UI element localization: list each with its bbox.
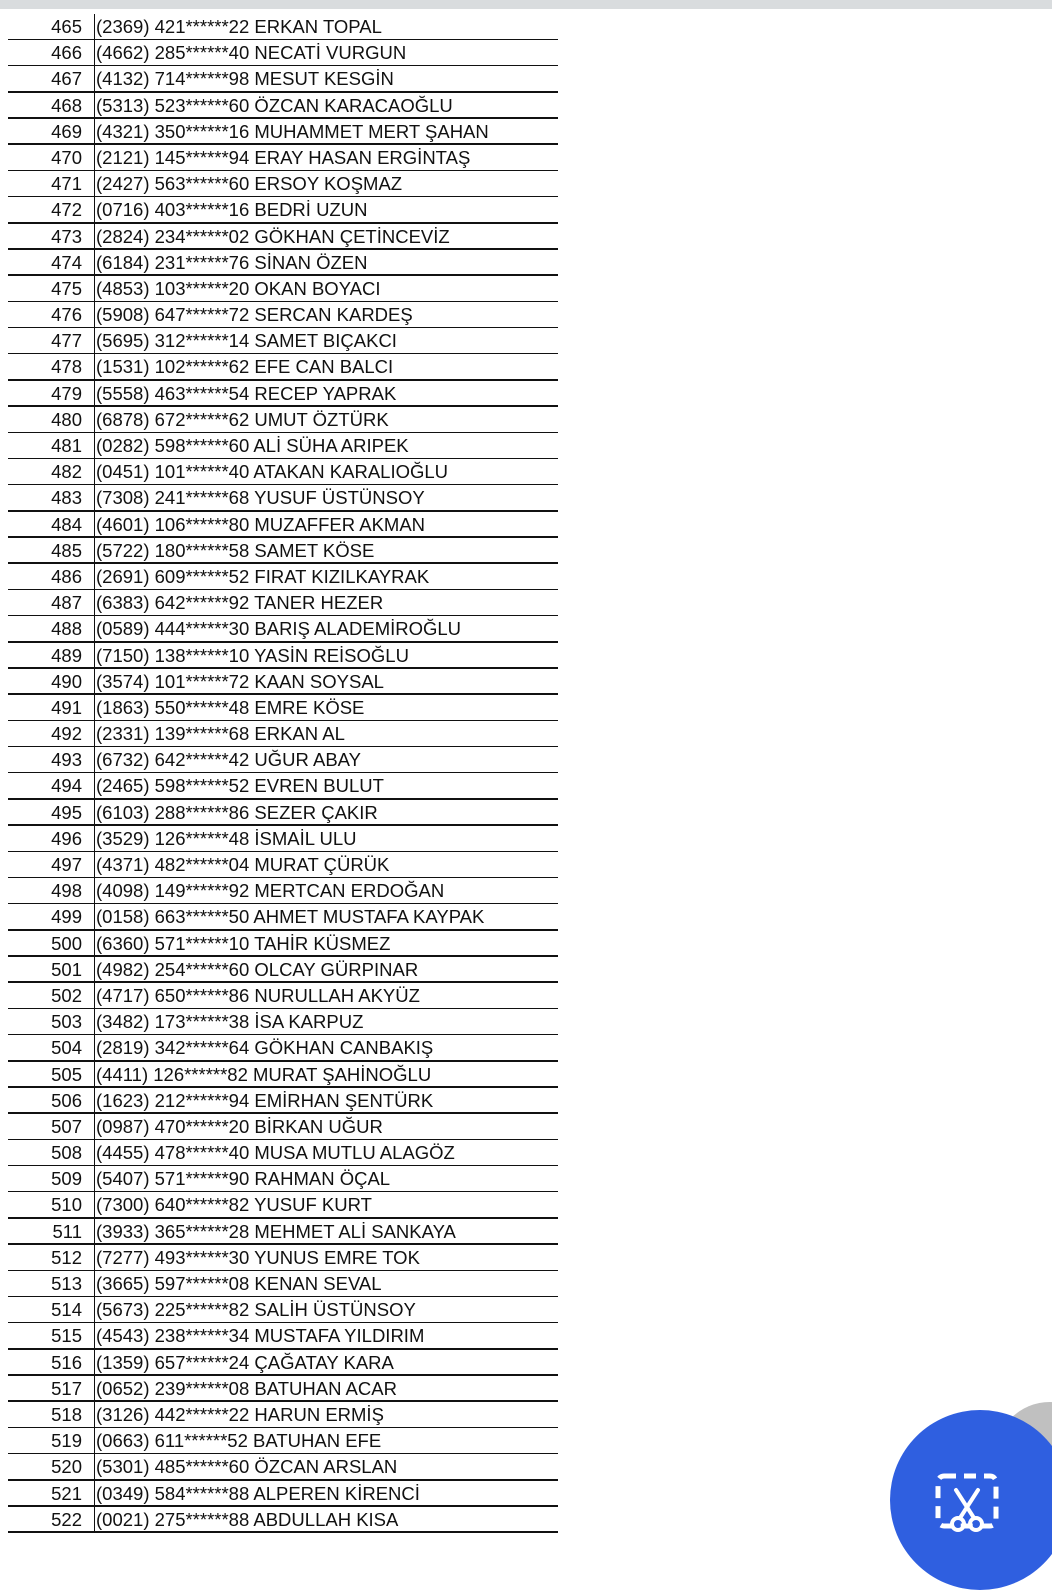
row-number: 502	[51, 984, 82, 1006]
row-record: (4543) 238******34 MUSTAFA YILDIRIM	[96, 1325, 425, 1347]
row-number: 480	[51, 408, 82, 430]
row-record: (2121) 145******94 ERAY HASAN ERGİNTAŞ	[96, 146, 471, 168]
row-number: 510	[51, 1194, 82, 1216]
list-item	[0, 904, 1052, 930]
row-record: (4982) 254******60 OLCAY GÜRPINAR	[96, 958, 419, 980]
row-record: (4321) 350******16 MUHAMMET MERT ŞAHAN	[96, 120, 489, 142]
row-number: 491	[51, 696, 82, 718]
row-number: 488	[51, 618, 82, 640]
column-divider	[94, 1428, 95, 1454]
column-divider	[94, 695, 95, 721]
row-record: (1531) 102******62 EFE CAN BALCI	[96, 356, 394, 378]
row-underline	[8, 1531, 558, 1533]
row-record: (6184) 231******76 SİNAN ÖZEN	[96, 251, 368, 273]
list-item	[0, 931, 1052, 957]
row-number: 506	[51, 1089, 82, 1111]
column-divider	[94, 354, 95, 380]
row-number: 484	[51, 513, 82, 535]
top-status-strip	[0, 0, 1052, 9]
list-item	[0, 800, 1052, 826]
row-record: (0652) 239******08 BATUHAN ACAR	[96, 1377, 397, 1399]
row-record: (0282) 598******60 ALİ SÜHA ARIPEK	[96, 435, 409, 456]
list-item	[0, 197, 1052, 223]
column-divider	[94, 66, 95, 92]
row-record: (4601) 106******80 MUZAFFER AKMAN	[96, 513, 426, 535]
scissors-selection-icon	[934, 1472, 1000, 1536]
column-divider	[94, 1271, 95, 1297]
row-record: (6878) 672******62 UMUT ÖZTÜRK	[96, 408, 389, 430]
row-number: 483	[51, 487, 82, 509]
row-record: (5722) 180******58 SAMET KÖSE	[96, 539, 375, 561]
row-number: 512	[51, 1246, 82, 1268]
row-number: 513	[51, 1273, 82, 1294]
row-record: (3482) 173******38 İSA KARPUZ	[96, 1011, 364, 1033]
row-record: (4371) 482******04 MURAT ÇÜRÜK	[96, 854, 390, 875]
row-number: 466	[51, 42, 82, 64]
row-record: (5313) 523******60 ÖZCAN KARACAOĞLU	[96, 94, 453, 116]
row-number: 478	[51, 356, 82, 378]
column-divider	[94, 1402, 95, 1428]
column-divider	[94, 1481, 95, 1507]
column-divider	[94, 983, 95, 1009]
list-item	[0, 93, 1052, 119]
column-divider	[94, 826, 95, 852]
row-record: (1623) 212******94 EMİRHAN ŞENTÜRK	[96, 1089, 434, 1111]
list-item	[0, 773, 1052, 799]
row-number: 519	[51, 1430, 82, 1452]
list-item	[0, 119, 1052, 145]
list-item	[0, 1245, 1052, 1271]
row-record: (5695) 312******14 SAMET BIÇAKCI	[96, 330, 397, 352]
list-item	[0, 1428, 1052, 1454]
row-record: (1359) 657******24 ÇAĞATAY KARA	[96, 1351, 394, 1373]
column-divider	[94, 852, 95, 878]
row-number: 496	[51, 827, 82, 849]
row-record: (2465) 598******52 EVREN BULUT	[96, 775, 384, 797]
row-record: (4411) 126******82 MURAT ŞAHİNOĞLU	[96, 1063, 432, 1085]
column-divider	[94, 1323, 95, 1349]
row-record: (3126) 442******22 HARUN ERMİŞ	[96, 1403, 384, 1425]
list-item	[0, 1402, 1052, 1428]
column-divider	[94, 747, 95, 773]
row-number: 507	[51, 1115, 82, 1137]
row-record: (7277) 493******30 YUNUS EMRE TOK	[96, 1246, 420, 1268]
list-item	[0, 1062, 1052, 1088]
row-record: (6360) 571******10 TAHİR KÜSMEZ	[96, 932, 391, 954]
row-record: (4098) 149******92 MERTCAN ERDOĞAN	[96, 880, 445, 902]
column-divider	[94, 459, 95, 485]
row-record: (4717) 650******86 NURULLAH AKYÜZ	[96, 984, 420, 1006]
row-number: 486	[51, 565, 82, 587]
row-number: 471	[51, 173, 82, 195]
list-item	[0, 590, 1052, 616]
row-number: 472	[51, 199, 82, 221]
row-number: 489	[51, 644, 82, 666]
row-number: 485	[51, 539, 82, 561]
list-item	[0, 538, 1052, 564]
column-divider	[94, 904, 95, 930]
column-divider	[94, 171, 95, 197]
row-number: 475	[51, 277, 82, 299]
column-divider	[94, 381, 95, 407]
row-record: (5301) 485******60 ÖZCAN ARSLAN	[96, 1456, 398, 1478]
column-divider	[94, 1507, 95, 1533]
row-number: 498	[51, 880, 82, 902]
row-record: (7300) 640******82 YUSUF KURT	[96, 1194, 372, 1216]
row-number: 492	[51, 723, 82, 745]
column-divider	[94, 1219, 95, 1245]
row-record: (0021) 275******88 ABDULLAH KISA	[96, 1508, 399, 1530]
list-item	[0, 1140, 1052, 1166]
row-number: 476	[51, 304, 82, 326]
row-record: (4455) 478******40 MUSA MUTLU ALAGÖZ	[96, 1142, 455, 1164]
column-divider	[94, 957, 95, 983]
row-record: (4853) 103******20 OKAN BOYACI	[96, 277, 381, 299]
row-number: 504	[51, 1037, 82, 1059]
row-number: 500	[51, 932, 82, 954]
list-item	[0, 1219, 1052, 1245]
column-divider	[94, 1376, 95, 1402]
list-item	[0, 957, 1052, 983]
list-item	[0, 250, 1052, 276]
row-record: (7150) 138******10 YASİN REİSOĞLU	[96, 644, 409, 666]
column-divider	[94, 407, 95, 433]
row-number: 509	[51, 1168, 82, 1190]
column-divider	[94, 1035, 95, 1061]
list-item	[0, 878, 1052, 904]
column-divider	[94, 616, 95, 642]
row-number: 465	[51, 16, 82, 37]
row-number: 495	[51, 801, 82, 823]
column-divider	[94, 328, 95, 354]
row-record: (0716) 403******16 BEDRİ UZUN	[96, 199, 368, 221]
row-number: 505	[51, 1063, 82, 1085]
list-item	[0, 485, 1052, 511]
row-number: 516	[51, 1351, 82, 1373]
column-divider	[94, 590, 95, 616]
row-record: (3933) 365******28 MEHMET ALİ SANKAYA	[96, 1220, 456, 1242]
row-record: (2819) 342******64 GÖKHAN CANBAKIŞ	[96, 1037, 434, 1059]
list-item	[0, 276, 1052, 302]
list-item	[0, 1088, 1052, 1114]
list-item	[0, 433, 1052, 459]
column-divider	[94, 931, 95, 957]
row-record: (2369) 421******22 ERKAN TOPAL	[96, 16, 382, 37]
list-item	[0, 171, 1052, 197]
row-number: 470	[51, 146, 82, 168]
row-record: (6732) 642******42 UĞUR ABAY	[96, 749, 361, 771]
column-divider	[94, 1350, 95, 1376]
row-number: 474	[51, 251, 82, 273]
row-number: 518	[51, 1403, 82, 1425]
row-record: (5407) 571******90 RAHMAN ÖÇAL	[96, 1168, 391, 1190]
column-divider	[94, 1192, 95, 1218]
column-divider	[94, 40, 95, 66]
row-number: 499	[51, 906, 82, 928]
column-divider	[94, 1166, 95, 1192]
row-record: (0987) 470******20 BİRKAN UĞUR	[96, 1115, 383, 1137]
column-divider	[94, 433, 95, 459]
row-number: 521	[51, 1482, 82, 1504]
row-record: (5673) 225******82 SALİH ÜSTÜNSOY	[96, 1299, 416, 1321]
list-item	[0, 826, 1052, 852]
column-divider	[94, 250, 95, 276]
list-item	[0, 1323, 1052, 1349]
column-divider	[94, 1140, 95, 1166]
list-item	[0, 328, 1052, 354]
list-item	[0, 459, 1052, 485]
row-record: (0589) 444******30 BARIŞ ALADEMİROĞLU	[96, 618, 462, 640]
column-divider	[94, 773, 95, 799]
row-number: 482	[51, 461, 82, 483]
column-divider	[94, 564, 95, 590]
row-number: 515	[51, 1325, 82, 1347]
column-divider	[94, 1454, 95, 1480]
row-record: (0663) 611******52 BATUHAN EFE	[96, 1430, 382, 1452]
row-number: 493	[51, 749, 82, 771]
list-item	[0, 669, 1052, 695]
list-item	[0, 145, 1052, 171]
list-item	[0, 852, 1052, 878]
row-record: (3574) 101******72 KAAN SOYSAL	[96, 670, 384, 692]
column-divider	[94, 1062, 95, 1088]
list-item	[0, 66, 1052, 92]
row-record: (7308) 241******68 YUSUF ÜSTÜNSOY	[96, 487, 425, 509]
column-divider	[94, 145, 95, 171]
row-record: (1863) 550******48 EMRE KÖSE	[96, 696, 365, 718]
row-number: 473	[51, 225, 82, 247]
row-record: (0451) 101******40 ATAKAN KARALIOĞLU	[96, 461, 449, 483]
record-list	[0, 14, 1052, 1533]
list-item	[0, 381, 1052, 407]
row-record: (5558) 463******54 RECEP YAPRAK	[96, 382, 397, 404]
row-number: 477	[51, 330, 82, 352]
row-number: 468	[51, 94, 82, 116]
row-number: 479	[51, 382, 82, 404]
list-item	[0, 224, 1052, 250]
column-divider	[94, 197, 95, 223]
column-divider	[94, 1009, 95, 1035]
column-divider	[94, 14, 95, 40]
list-item	[0, 983, 1052, 1009]
column-divider	[94, 1297, 95, 1323]
column-divider	[94, 721, 95, 747]
row-number: 511	[52, 1220, 82, 1242]
column-divider	[94, 276, 95, 302]
row-record: (5908) 647******72 SERCAN KARDEŞ	[96, 304, 413, 326]
column-divider	[94, 1114, 95, 1140]
list-item	[0, 1009, 1052, 1035]
row-number: 503	[51, 1011, 82, 1033]
list-item	[0, 747, 1052, 773]
row-record: (4132) 714******98 MESUT KESGİN	[96, 68, 394, 90]
column-divider	[94, 538, 95, 564]
column-divider	[94, 800, 95, 826]
column-divider	[94, 669, 95, 695]
list-item	[0, 616, 1052, 642]
screenshot-crop-button[interactable]	[890, 1410, 1052, 1590]
column-divider	[94, 224, 95, 250]
list-item	[0, 643, 1052, 669]
row-record: (4662) 285******40 NECATİ VURGUN	[96, 42, 407, 64]
row-number: 490	[51, 670, 82, 692]
row-number: 467	[51, 68, 82, 90]
list-item	[0, 721, 1052, 747]
row-number: 469	[51, 120, 82, 142]
list-item	[0, 14, 1052, 40]
row-record: (2427) 563******60 ERSOY KOŞMAZ	[96, 173, 403, 195]
column-divider	[94, 93, 95, 119]
row-record: (3665) 597******08 KENAN SEVAL	[96, 1273, 382, 1294]
list-item	[0, 1297, 1052, 1323]
list-item	[0, 512, 1052, 538]
row-number: 497	[51, 854, 82, 875]
row-number: 514	[51, 1299, 82, 1321]
list-item	[0, 354, 1052, 380]
row-record: (6383) 642******92 TANER HEZER	[96, 592, 384, 614]
row-record: (2691) 609******52 FIRAT KIZILKAYRAK	[96, 565, 430, 587]
row-record: (2331) 139******68 ERKAN AL	[96, 723, 345, 745]
row-number: 517	[51, 1377, 82, 1399]
list-item	[0, 1114, 1052, 1140]
list-item	[0, 695, 1052, 721]
row-record: (3529) 126******48 İSMAİL ULU	[96, 827, 357, 849]
row-number: 508	[51, 1142, 82, 1164]
row-number: 481	[51, 435, 82, 456]
list-item	[0, 407, 1052, 433]
row-number: 501	[51, 958, 82, 980]
list-item	[0, 1166, 1052, 1192]
row-record: (0158) 663******50 AHMET MUSTAFA KAYPAK	[96, 906, 485, 928]
row-number: 494	[51, 775, 82, 797]
column-divider	[94, 302, 95, 328]
list-item	[0, 40, 1052, 66]
list-item	[0, 1035, 1052, 1061]
row-number: 522	[51, 1508, 82, 1530]
row-record: (0349) 584******88 ALPEREN KİRENCİ	[96, 1482, 420, 1504]
column-divider	[94, 119, 95, 145]
row-record: (6103) 288******86 SEZER ÇAKIR	[96, 801, 378, 823]
list-item	[0, 1271, 1052, 1297]
list-item	[0, 1350, 1052, 1376]
column-divider	[94, 485, 95, 511]
list-item	[0, 1192, 1052, 1218]
column-divider	[94, 878, 95, 904]
column-divider	[94, 512, 95, 538]
list-item	[0, 1376, 1052, 1402]
list-item	[0, 302, 1052, 328]
column-divider	[94, 1245, 95, 1271]
list-item	[0, 564, 1052, 590]
column-divider	[94, 1088, 95, 1114]
row-number: 520	[51, 1456, 82, 1478]
row-record: (2824) 234******02 GÖKHAN ÇETİNCEVİZ	[96, 225, 450, 247]
row-number: 487	[51, 592, 82, 614]
column-divider	[94, 643, 95, 669]
